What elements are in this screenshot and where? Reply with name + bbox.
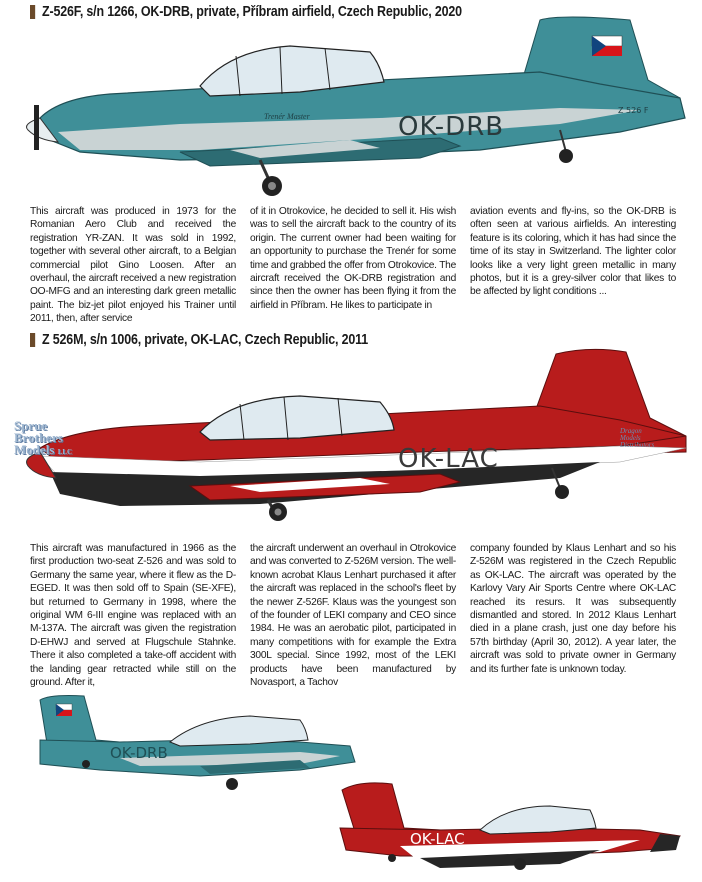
ok-drb-registration: OK-DRB	[398, 112, 505, 142]
watermark-llc: LLC	[57, 448, 73, 456]
teal-aircraft-profile	[27, 17, 686, 196]
dm-line2: Models	[620, 434, 641, 442]
dm-line3: Distributors	[620, 441, 655, 449]
sprue-brothers-watermark	[14, 420, 72, 458]
section2-text	[30, 542, 676, 689]
dragon-models-watermark	[620, 428, 654, 449]
section1-col2: of it in Otrokovice, he decided to sell it. His wish was to sell the aircraft back to the country of its origin. The current owner had been waiting for an opportunity to purchase the Trenér for some time and grabbed the offer from Otrokovice. The aircraft received the OK-DRB registration and since then the owner has been flying it from the airfield in Příbram. He likes to participate in	[250, 206, 456, 311]
watermark-line2: Brothers	[14, 430, 63, 445]
watermark-line1: Sprue	[14, 418, 48, 433]
section2-col2: the aircraft underwent an overhaul in Otrokovice and was converted to Z-526M version. The well-known acrobat Klaus Lenhart purchased it after the aircraft was replaced in the school's fleet by the newer Z-526F. Klaus was the youngest son of the founder of LEKI company and CEO since 1984. He was an aerobatic pilot, participated in many competitions with for example the Extra 300L special. Since 1992, most of the LEKI products have been manufactured by Novasport, a Tachov	[250, 543, 456, 689]
section2-col1: This aircraft was manufactured in 1966 as the first production two-seat Z-526 and was sold to Germany the same year, where it flew as the D-EGED. It was then sold off to Spain (SE-XFE), but returned to Germany in 1998, where the original WM 6-III engine was replaced with an M-137A. The aircraft was given the registration D-EHWJ and served at Flugschule Stahnke. There it also completed a take-off accident with the landing gear retracted while still on the ground. After it,	[30, 543, 236, 689]
ok-lac-registration: OK-LAC	[398, 444, 499, 474]
section1-col3: aviation events and fly-ins, so the OK-DRB is often seen at various airfields. An interesting feature is its coloring, which it has had since the time of its stay in Switzerland. The lighter color looks like a very light green metallic in many photos, but it is a grey-silver color that likes to be affected by light conditions ...	[470, 206, 676, 298]
small-ok-drb-registration: OK-DRB	[110, 744, 168, 762]
small-ok-lac-registration: OK-LAC	[410, 830, 465, 848]
section1-text	[30, 205, 676, 326]
section2-col3: company founded by Klaus Lenhart and so his Z-526M was registered in the Czech Republic as OK-LAC. The aircraft was operated by the Karlovy Vary Air Sports Centre where OK-LAC reached its resurs. It was subsequently dismantled and stored. In 2012 Klaus Lenhart died in a plane crash, just one day before his 57th birthday (April 30, 2012). A year later, the aircraft was sold to private owner in Germany and its further fate is unknown today.	[470, 543, 676, 675]
dm-line1: Dragon	[620, 427, 642, 435]
watermark-models: Models	[14, 442, 55, 457]
section2-heading-text: Z 526M, s/n 1006, private, OK-LAC, Czech Republic, 2011	[42, 332, 369, 348]
section1-heading-text: Z-526F, s/n 1266, OK-DRB, private, Příbram airfield, Czech Republic, 2020	[42, 4, 462, 20]
heading-marker	[30, 333, 35, 347]
type-mark: Z 526 F	[618, 106, 649, 115]
nose-name: Trenér Master	[264, 112, 310, 121]
section2-heading	[30, 332, 368, 348]
section1-col1: This aircraft was produced in 1973 for the Romanian Aero Club and received the registration YR-ZAN. It was sold in 1992, together with several other aircraft, to a Belgian commercial pilot Gino Loosen. After an overhaul, the aircraft received a new registration OO-MFG and an interesting dark green metallic paint. The biz-jet pilot enjoyed his Trainer until 2011, then, after service	[30, 206, 236, 325]
small-red-aircraft	[340, 783, 680, 870]
watermark-line3	[14, 444, 72, 458]
small-teal-aircraft	[40, 696, 355, 791]
red-aircraft-profile	[27, 349, 687, 521]
